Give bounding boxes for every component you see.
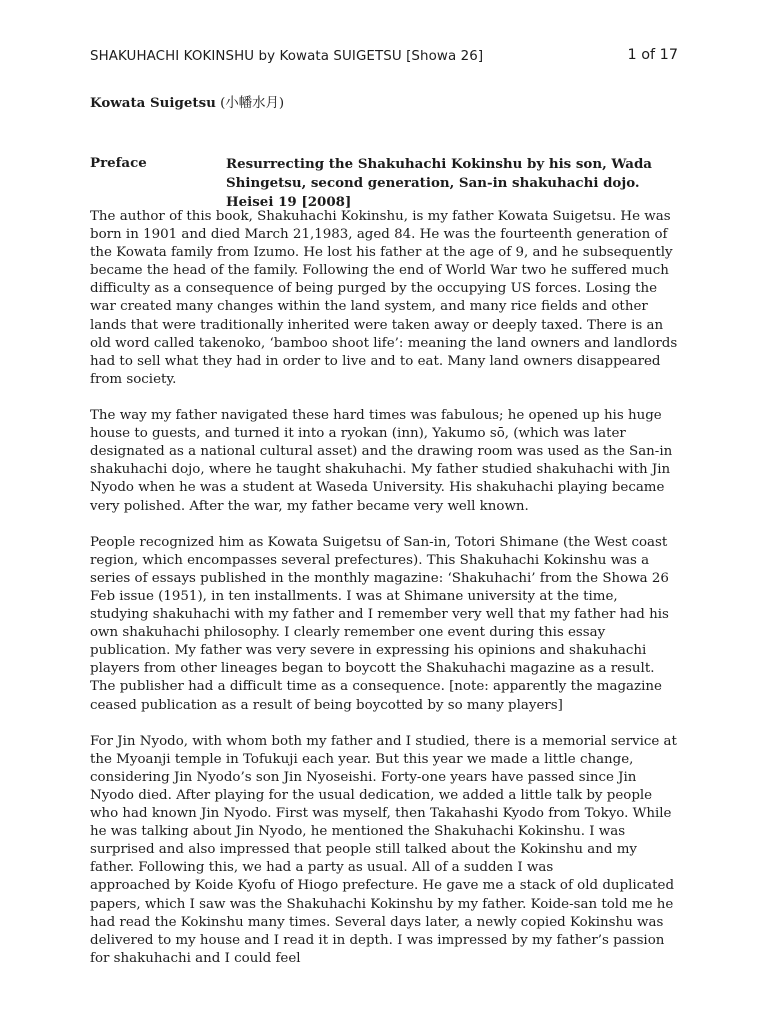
paragraph: For Jin Nyodo, with whom both my father and I studied, there is a memorial service at the Myoanji temple in Tofukuji each year. But this year we made a little change, considering Jin Nyodo’s son Jin Nyoseishi. Forty-one years have passed since Jin Nyodo died. After playing for the usual dedication, we added a little talk by people who had known Jin Nyodo. First was myself, then Takahashi Kyodo from Tokyo. While he was talking about Jin Nyodo, he mentioned the Shakuhachi Kokinshu. I was surprised and also impressed that people still talked about the Kokinshu and my father. Following this, we had a party as usual. All of a sudden I was <box>90 733 677 876</box>
paragraph: People recognized him as Kowata Suigetsu of San-in, Totori Shimane (the West coast region, which encompasses several prefectures). This Shakuhachi Kokinshu was a series of essays published in the monthly magazine: ‘Shakuhachi’ from the Showa 26 Feb issue (1951), in ten installments. I was at Shimane university at the time, studying shakuhachi with my father and I remember very well that my father had his own shakuhachi philosophy. I clearly remember one event during this essay publication. My father was very severe in expressing his opinions and shakuhachi players from other lineages began to boycott the Shakuhachi magazine as a result. The publisher had a difficult time as a consequence. [note: apparently the magazine ceased publication as a result of being boycotted by so many players] <box>90 534 669 713</box>
preface-title: Resurrecting the Shakuhachi Kokinshu by his son, Wada Shingetsu, second generation, San-in shakuhachi dojo. Heisei 19 [2008] <box>226 156 652 210</box>
paragraph: approached by Koide Kyofu of Hiogo prefecture. He gave me a stack of old duplicated papers, which I saw was the Shakuhachi Kokinshu by my father. Koide-san told me he had read the Kokinshu many times. Several days later, a newly copied Kokinshu was delivered to my house and I read it in depth. I was impressed by my father’s passion for shakuhachi and I could feel <box>90 878 675 966</box>
body-text <box>90 208 680 968</box>
preface-label: Preface <box>90 155 147 171</box>
paragraph: The author of this book, Shakuhachi Kokinshu, is my father Kowata Suigetsu. He was born in 1901 and died March 21,1983, aged 84. He was the fourteenth generation of the Kowata family from Izumo. He lost his father at the age of 9, and he subsequently became the head of the family. Following the end of World War two he suffered much difficulty as a consequence of being purged by the occupying US forces. Losing the war created many changes within the land system, and many rice fields and other lands that were traditionally inherited were taken away or deeply taxed. There is an old word called takenoko, ‘bamboo shoot life’: meaning the land owners and landlords had to sell what they had in order to live and to eat. Many land owners disappeared from society. <box>90 209 678 387</box>
paragraph: The way my father navigated these hard times was fabulous; he opened up his huge house to guests, and turned it into a ryokan (inn), Yakumo sō, (which was later designated as a national cultural asset) and the drawing room was used as the San-in shakuhachi dojo, where he taught shakuhachi. My father studied shakuhachi with Jin Nyodo when he was a student at Waseda University. His shakuhachi playing became very polished. After the war, my father became very well known. <box>90 408 673 514</box>
page-number: 1 of 17 <box>627 47 678 63</box>
author-name: Kowata Suigetsu <box>90 95 216 111</box>
author-japanese-name: (小幡水月) <box>220 96 285 111</box>
running-header: SHAKUHACHI KOKINSHU by Kowata SUIGETSU [Showa 26] <box>90 49 484 64</box>
author-line <box>90 92 284 111</box>
